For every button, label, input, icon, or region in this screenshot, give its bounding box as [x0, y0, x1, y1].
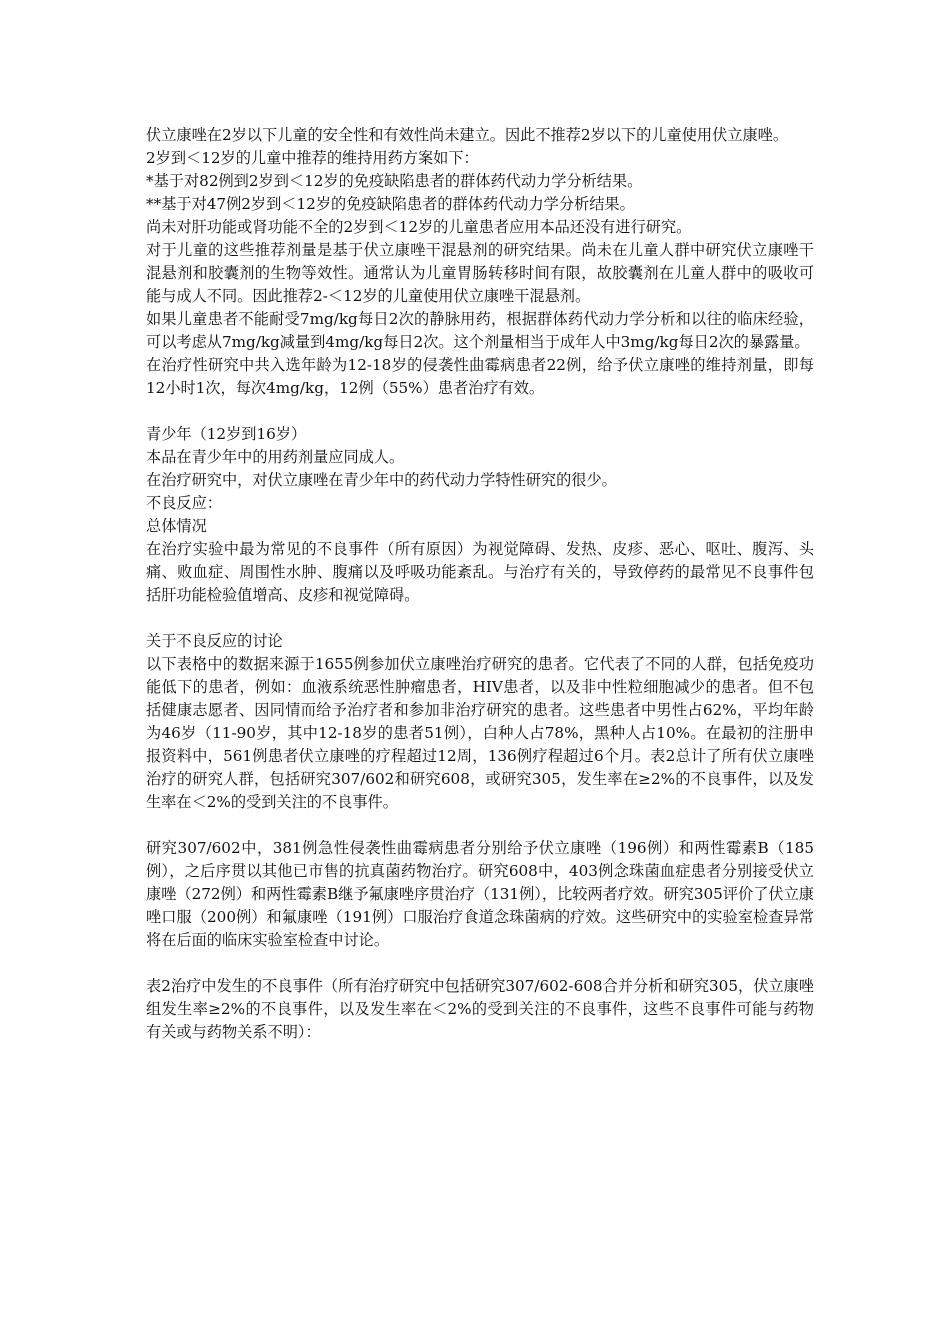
heading-overview: 总体情况: [146, 517, 207, 535]
paragraph-footnote-82: *基于对82例到2岁到＜12岁的免疫缺陷患者的群体药代动力学分析结果。: [146, 172, 643, 190]
paragraph-maintenance-regimen: 2岁到＜12岁的儿童中推荐的维持用药方案如下：: [146, 149, 479, 167]
paragraph-aspergillosis-study: 在治疗性研究中共入选年龄为12-18岁的侵袭性曲霉病患者22例，给予伏立康唑的维持剂量，即每12小时1次，每次4mg/kg，12例（55%）患者治疗有效。: [146, 356, 814, 397]
paragraph-footnote-47: **基于对47例2岁到＜12岁的免疫缺陷患者的群体药代动力学分析结果。: [146, 195, 635, 213]
paragraph-study-307-608-305: 研究307/602中，381例急性侵袭性曲霉病患者分别给予伏立康唑（196例）和两性霉素B（185例），之后序贯以其他已市售的抗真菌药物治疗。研究608中，403例念珠菌血症患者分别接受伏立康唑（272例）和两性霉素B继予氟康唑序贯治疗（131例），比较两者疗效。研究305评价了伏立康唑口服（200例）和氟康唑（191例）口服治疗食道念珠菌病的疗效。这些研究中的实验室检查异常将在后面的临床实验室检查中讨论。: [146, 839, 814, 949]
heading-adverse-discussion: 关于不良反应的讨论: [146, 632, 283, 650]
paragraph-adolescent-dose: 本品在青少年中的用药剂量应同成人。: [146, 448, 405, 466]
heading-adverse-reactions: 不良反应：: [146, 494, 222, 512]
paragraph-safety-under-2: 伏立康唑在2岁以下儿童的安全性和有效性尚未建立。因此不推荐2岁以下的儿童使用伏立康唑。: [146, 126, 789, 144]
paragraph-hepatic-renal: 尚未对肝功能或肾功能不全的2岁到＜12岁的儿童患者应用本品还没有进行研究。: [146, 218, 692, 236]
paragraph-adolescent-pk: 在治疗研究中，对伏立康唑在青少年中的药代动力学特性研究的很少。: [146, 471, 617, 489]
paragraph-common-adverse-events: 在治疗实验中最为常见的不良事件（所有原因）为视觉障碍、发热、皮疹、恶心、呕吐、腹泻、头痛、败血症、周围性水肿、腹痛以及呼吸功能紊乱。与治疗有关的，导致停药的最常见不良事件包括肝功能检验值增高、皮疹和视觉障碍。: [146, 540, 814, 604]
paragraph-table-2-caption: 表2治疗中发生的不良事件（所有治疗研究中包括研究307/602-608合并分析和研究305，伏立康唑组发生率≥2%的不良事件，以及发生率在＜2%的受到关注的不良事件，这些不良事件可能与药物有关或与药物关系不明）：: [146, 977, 814, 1041]
paragraph-iv-intolerance: 如果儿童患者不能耐受7mg/kg每日2次的静脉用药，根据群体药代动力学分析和以往的临床经验，可以考虑从7mg/kg减量到4mg/kg每日2次。这个剂量相当于成年人中3mg/kg每日2次的暴露量。: [146, 310, 814, 351]
paragraph-pediatric-dose-basis: 对于儿童的这些推荐剂量是基于伏立康唑干混悬剂的研究结果。尚未在儿童人群中研究伏立康唑干混悬剂和胶囊剂的生物等效性。通常认为儿童胃肠转移时间有限，故胶囊剂在儿童人群中的吸收可能与成人不同。因此推荐2-＜12岁的儿童使用伏立康唑干混悬剂。: [146, 241, 814, 305]
document-page: [146, 124, 814, 1044]
heading-adolescents: 青少年（12岁到16岁）: [146, 425, 307, 443]
paragraph-study-population: 以下表格中的数据来源于1655例参加伏立康唑治疗研究的患者。它代表了不同的人群，包括免疫功能低下的患者，例如：血液系统恶性肿瘤患者，HIV患者，以及非中性粒细胞减少的患者。但不包括健康志愿者、因同情而给予治疗者和参加非治疗研究的患者。这些患者中男性占62%，平均年龄为46岁（11-90岁，其中12-18岁的患者51例），白种人占78%，黑种人占10%。在最初的注册申报资料中，561例患者伏立康唑的疗程超过12周，136例疗程超过6个月。表2总计了所有伏立康唑治疗的研究人群，包括研究307/602和研究608，或研究305，发生率在≥2%的不良事件，以及发生率在＜2%的受到关注的不良事件。: [146, 655, 814, 811]
